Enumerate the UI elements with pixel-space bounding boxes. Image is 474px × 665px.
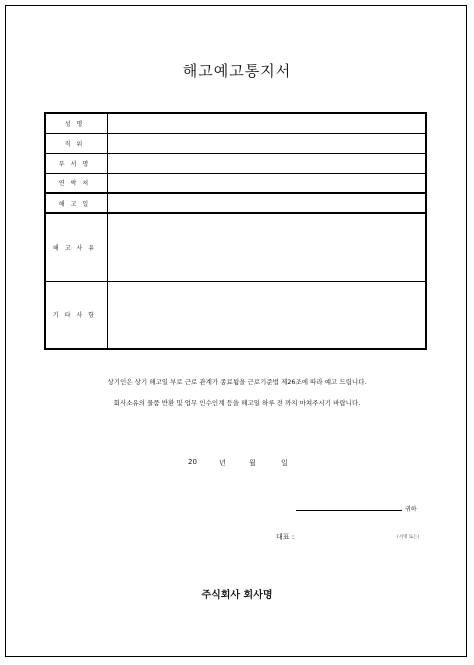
company-name: 주식회사 회사명 <box>201 590 273 601</box>
value-name[interactable] <box>108 113 427 133</box>
value-department[interactable] <box>108 153 427 173</box>
notice-form-table <box>44 112 427 350</box>
form-row-department <box>45 153 426 173</box>
value-other-notes[interactable] <box>108 281 427 349</box>
recipient-suffix: 귀하 <box>405 506 417 513</box>
label-dismissal-date: 해고일 <box>45 193 108 213</box>
form-row-other-notes <box>45 281 426 349</box>
label-dismissal-reason: 해고사유 <box>45 213 108 281</box>
form-row-contact <box>45 173 426 193</box>
label-other-notes: 기타사항 <box>45 281 108 349</box>
date-day-label: 일 <box>281 459 288 467</box>
label-department: 부서명 <box>45 153 108 173</box>
recipient-signature-line[interactable] <box>296 510 402 511</box>
label-name: 성명 <box>45 113 108 133</box>
notice-paragraph-2: 회사소유의 물품 반환 및 업무 인수인계 등을 해고일 하루 전 까지 마쳐주시기 바랍니다. <box>113 399 361 407</box>
document-title: 해고예고통지서 <box>182 62 292 80</box>
representative-label: 대표 : <box>276 533 295 541</box>
date-year-prefix: 20 <box>188 458 197 466</box>
value-dismissal-reason[interactable] <box>108 213 427 281</box>
value-position[interactable] <box>108 133 427 153</box>
label-contact: 연락처 <box>45 173 108 193</box>
value-contact[interactable] <box>108 173 427 193</box>
label-position: 직위 <box>45 133 108 153</box>
seal-placeholder: (서명 또는) <box>397 535 420 540</box>
form-row-dismissal-reason <box>45 213 426 281</box>
form-row-dismissal-date <box>45 193 426 213</box>
value-dismissal-date[interactable] <box>108 193 427 213</box>
notice-paragraph-1: 상기인은 상기 해고일 부로 근로 관계가 종료됨을 근로기준법 제26조에 따라 예고 드립니다. <box>107 378 367 386</box>
form-row-name <box>45 113 426 133</box>
form-row-position <box>45 133 426 153</box>
date-year-label: 년 <box>219 459 226 467</box>
date-month-label: 월 <box>249 459 256 467</box>
